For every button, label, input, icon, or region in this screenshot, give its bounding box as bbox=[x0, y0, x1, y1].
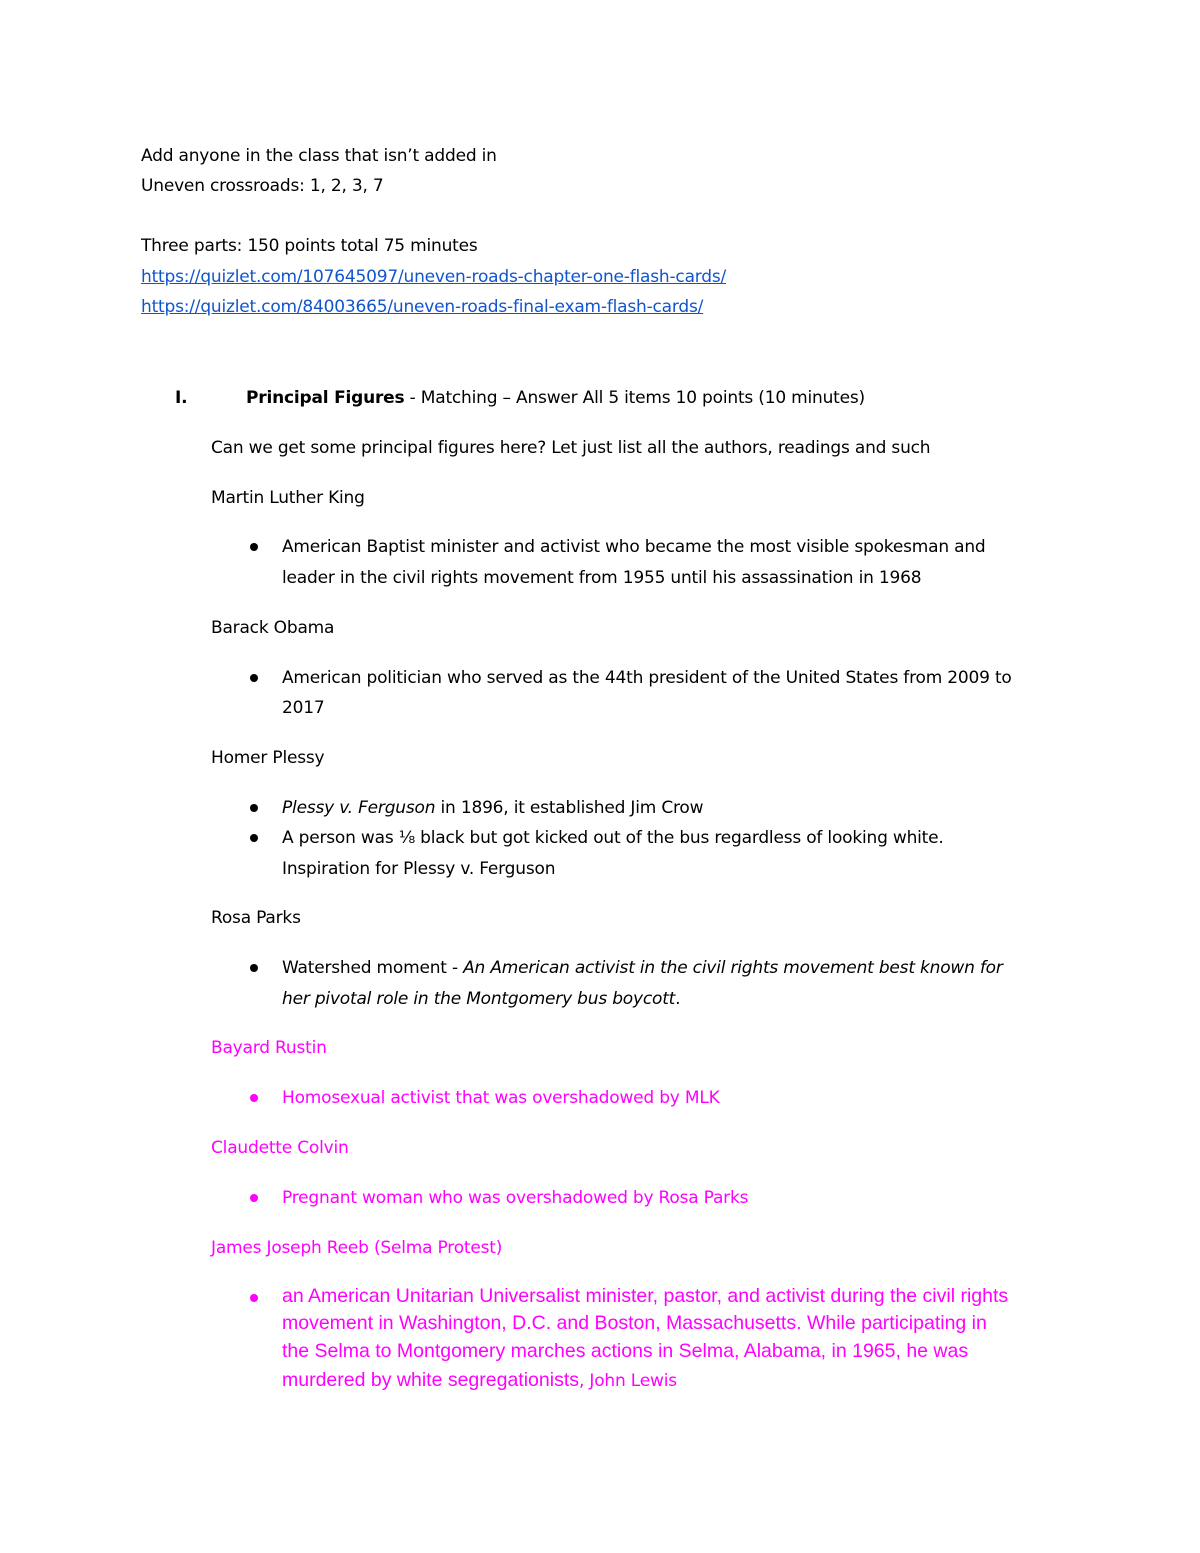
figure-desc-reeb-line1: an American Unitarian Universalist minister, pastor, and activist during the civil rights bbox=[282, 1285, 1009, 1307]
figure-desc-reeb-line4: murdered by white segregationists, John Lewis bbox=[282, 1369, 677, 1391]
figure-desc-obama-line2: 2017 bbox=[282, 698, 325, 718]
bullet-icon bbox=[250, 834, 258, 842]
bullet-icon bbox=[250, 674, 258, 682]
figure-name-plessy: Homer Plessy bbox=[211, 748, 325, 768]
figure-desc-mlk-line1: American Baptist minister and activist who became the most visible spokesman and bbox=[282, 537, 986, 557]
figure-desc-plessy-case: Plessy v. Ferguson in 1896, it established Jim Crow bbox=[282, 798, 704, 818]
figure-desc-plessy-line2: Inspiration for Plessy v. Ferguson bbox=[282, 859, 556, 879]
bullet-icon bbox=[250, 543, 258, 551]
figure-name-rustin: Bayard Rustin bbox=[211, 1038, 327, 1058]
quizlet-link-final-exam[interactable]: https://quizlet.com/84003665/uneven-roads-final-exam-flash-cards/ bbox=[141, 297, 704, 317]
section-numeral: I. bbox=[175, 388, 188, 408]
quizlet-link-chapter-one[interactable]: https://quizlet.com/107645097/uneven-roads-chapter-one-flash-cards/ bbox=[141, 267, 727, 287]
section-heading bbox=[246, 387, 865, 409]
figure-desc-mlk-line2: leader in the civil rights movement from 1955 until his assassination in 1968 bbox=[282, 568, 922, 588]
figure-name-parks: Rosa Parks bbox=[211, 908, 301, 928]
figure-desc-plessy-line1: A person was ⅛ black but got kicked out of the bus regardless of looking white. bbox=[282, 828, 944, 848]
figure-desc-reeb-line2: movement in Washington, D.C. and Boston, Massachusetts. While participating in bbox=[282, 1312, 987, 1334]
bullet-icon bbox=[250, 964, 258, 972]
bullet-icon bbox=[250, 1194, 258, 1202]
figure-desc-obama-line1: American politician who served as the 44th president of the United States from 2009 to bbox=[282, 668, 1012, 688]
figure-desc-parks-line1: Watershed moment - An American activist in the civil rights movement best known for bbox=[282, 958, 1003, 978]
note-line-add-anyone: Add anyone in the class that isn’t added in bbox=[141, 146, 497, 166]
exam-summary-line: Three parts: 150 points total 75 minutes bbox=[141, 236, 478, 256]
bullet-icon bbox=[250, 1094, 258, 1102]
figure-desc-colvin: Pregnant woman who was overshadowed by Rosa Parks bbox=[282, 1188, 749, 1208]
figure-name-mlk: Martin Luther King bbox=[211, 488, 365, 508]
figure-name-colvin: Claudette Colvin bbox=[211, 1138, 349, 1158]
figure-desc-rustin: Homosexual activist that was overshadowed by MLK bbox=[282, 1088, 720, 1108]
figure-desc-parks-line2: her pivotal role in the Montgomery bus boycott. bbox=[282, 989, 681, 1009]
section-title: Principal Figures bbox=[246, 388, 405, 408]
figure-name-reeb: James Joseph Reeb (Selma Protest) bbox=[211, 1238, 503, 1258]
bullet-icon bbox=[250, 1294, 258, 1302]
section-subtitle: - Matching – Answer All 5 items 10 points (10 minutes) bbox=[404, 388, 865, 408]
figure-desc-reeb-line3: the Selma to Montgomery marches actions in Selma, Alabama, in 1965, he was bbox=[282, 1340, 969, 1362]
figure-name-obama: Barack Obama bbox=[211, 618, 335, 638]
note-line-uneven-crossroads: Uneven crossroads: 1, 2, 3, 7 bbox=[141, 176, 384, 196]
section-intro: Can we get some principal figures here? Let just list all the authors, readings and such bbox=[211, 438, 931, 458]
bullet-icon bbox=[250, 804, 258, 812]
